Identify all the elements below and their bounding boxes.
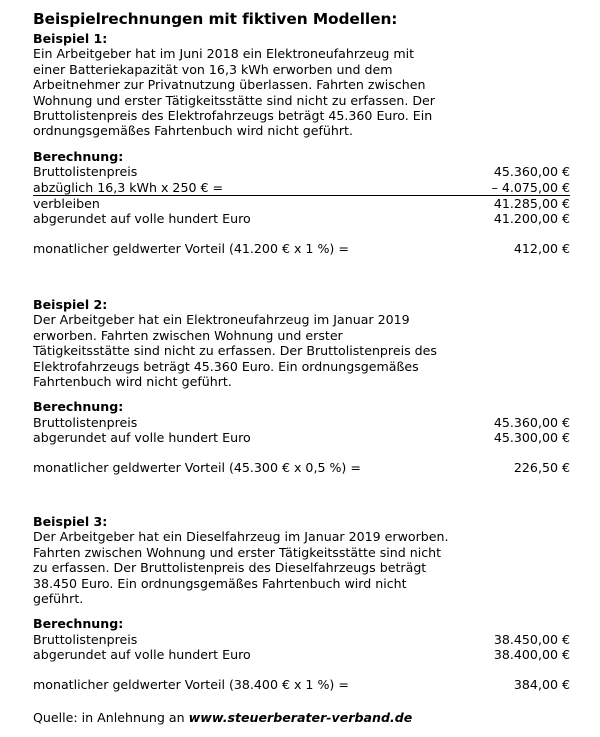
result-label: monatlicher geldwerter Vorteil (45.300 € x 0,5 %) = bbox=[33, 459, 361, 475]
text-line: Der Arbeitgeber hat ein Dieselfahrzeug im Januar 2019 erworben. bbox=[33, 529, 449, 545]
calculation-heading: Berechnung: bbox=[33, 616, 124, 632]
text-line: Fahrtenbuch wird nicht geführt. bbox=[33, 374, 232, 390]
calc-row bbox=[33, 415, 570, 430]
calc-label: abgerundet auf volle hundert Euro bbox=[33, 211, 251, 227]
example-text bbox=[33, 46, 473, 138]
calc-label: abzüglich 16,3 kWh x 250 € = bbox=[33, 179, 224, 195]
example-text bbox=[33, 312, 473, 389]
example-3 bbox=[33, 514, 573, 692]
result-label: monatlicher geldwerter Vorteil (38.400 € x 1 %) = bbox=[33, 676, 349, 692]
source-link[interactable]: www.steuerberater-verband.de bbox=[188, 710, 413, 725]
calc-value: 41.200,00 € bbox=[493, 211, 570, 227]
result-row bbox=[33, 677, 570, 692]
calc-row bbox=[33, 164, 570, 179]
calc-value: 38.450,00 € bbox=[493, 631, 570, 647]
source-note bbox=[33, 710, 412, 725]
result-value: 226,50 € bbox=[513, 459, 570, 475]
text-line: zu erfassen. Der Bruttolistenpreis des Dieselfahrzeugs beträgt bbox=[33, 560, 427, 576]
result-row bbox=[33, 460, 570, 475]
calc-value: 45.360,00 € bbox=[493, 164, 570, 180]
calc-value: 38.400,00 € bbox=[493, 647, 570, 663]
calc-label: Bruttolistenpreis bbox=[33, 164, 138, 180]
calc-row bbox=[33, 196, 570, 211]
text-line: Fahrten zwischen Wohnung und erster Tätigkeitsstätte sind nicht bbox=[33, 544, 442, 560]
calc-row bbox=[33, 647, 570, 662]
text-line: Wohnung und erster Tätigkeitsstätte sind nicht zu erfassen. Der bbox=[33, 92, 435, 108]
example-text bbox=[33, 529, 473, 606]
calc-label: Bruttolistenpreis bbox=[33, 631, 138, 647]
example-heading: Beispiel 3: bbox=[33, 514, 108, 529]
text-line: erworben. Fahrten zwischen Wohnung und erster bbox=[33, 327, 343, 343]
page-title: Beispielrechnungen mit fiktiven Modellen: bbox=[33, 10, 398, 28]
calc-row bbox=[33, 430, 570, 445]
calc-label: verbleiben bbox=[33, 196, 100, 212]
example-heading: Beispiel 1: bbox=[33, 31, 108, 46]
result-value: 384,00 € bbox=[513, 676, 570, 692]
calc-value: 45.300,00 € bbox=[493, 430, 570, 446]
calc-row-subtotal-line bbox=[33, 180, 570, 196]
calc-label: Bruttolistenpreis bbox=[33, 414, 138, 430]
calc-row bbox=[33, 211, 570, 226]
text-line: Der Arbeitgeber hat ein Elektroneufahrzeug im Januar 2019 bbox=[33, 312, 410, 328]
calc-value: 45.360,00 € bbox=[493, 414, 570, 430]
text-line: einer Batteriekapazität von 16,3 kWh erworben und dem bbox=[33, 61, 393, 77]
text-line: 38.450 Euro. Ein ordnungsgemäßes Fahrtenbuch wird nicht bbox=[33, 575, 407, 591]
calculation-heading: Berechnung: bbox=[33, 399, 124, 415]
calc-row bbox=[33, 632, 570, 647]
example-1 bbox=[33, 31, 573, 256]
text-line: ordnungsgemäßes Fahrtenbuch wird nicht geführt. bbox=[33, 123, 353, 139]
source-prefix: Quelle: in Anlehnung an bbox=[33, 710, 189, 725]
text-line: Ein Arbeitgeber hat im Juni 2018 ein Elektroneufahrzeug mit bbox=[33, 46, 415, 62]
calc-value: – 4.075,00 € bbox=[491, 179, 570, 195]
result-row bbox=[33, 241, 570, 256]
text-line: Arbeitnehmer zur Privatnutzung überlassen. Fahrten zwischen bbox=[33, 77, 426, 93]
text-line: Bruttolistenpreis des Elektrofahrzeugs beträgt 45.360 Euro. Ein bbox=[33, 108, 433, 124]
text-line: geführt. bbox=[33, 591, 84, 607]
calculation-heading: Berechnung: bbox=[33, 148, 124, 164]
text-line: Tätigkeitsstätte sind nicht zu erfassen. Der Bruttolistenpreis des bbox=[33, 343, 437, 359]
result-value: 412,00 € bbox=[513, 240, 570, 256]
calc-label: abgerundet auf volle hundert Euro bbox=[33, 647, 251, 663]
example-heading: Beispiel 2: bbox=[33, 297, 108, 312]
calc-label: abgerundet auf volle hundert Euro bbox=[33, 430, 251, 446]
example-2 bbox=[33, 297, 573, 475]
calc-value: 41.285,00 € bbox=[493, 196, 570, 212]
text-line: Elektrofahrzeugs beträgt 45.360 Euro. Ein ordnungsgemäßes bbox=[33, 358, 419, 374]
result-label: monatlicher geldwerter Vorteil (41.200 € x 1 %) = bbox=[33, 240, 349, 256]
